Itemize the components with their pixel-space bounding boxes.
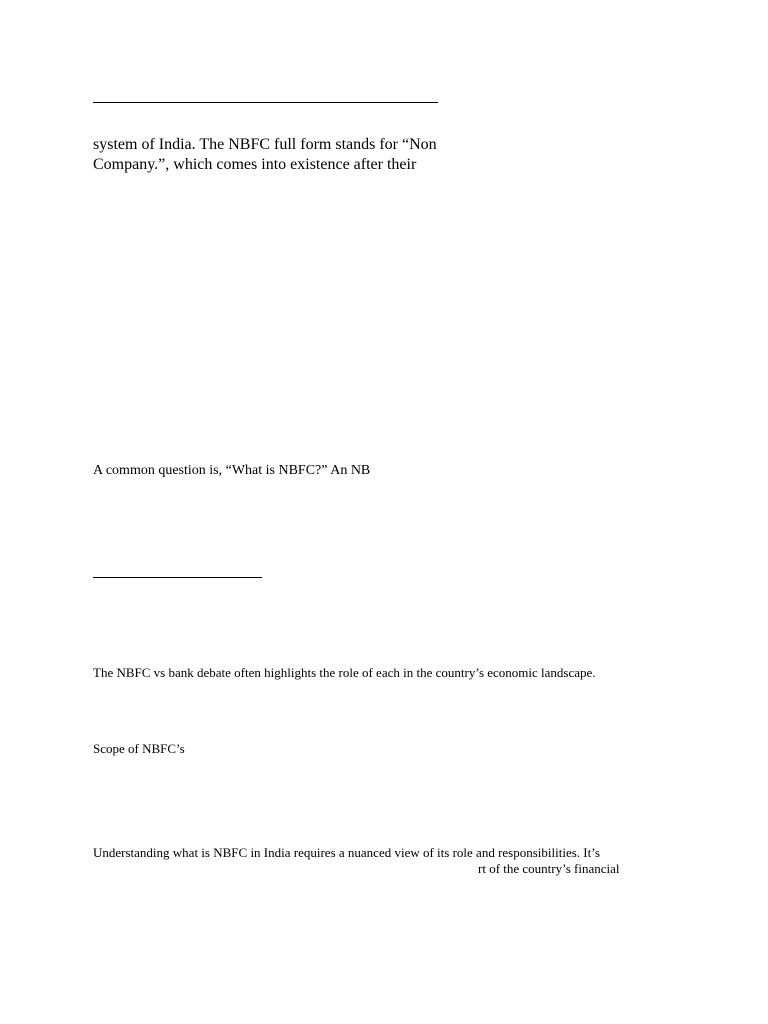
horizontal-rule — [93, 102, 438, 103]
understanding-text-line-2: rt of the country’s financial — [478, 861, 620, 876]
understanding-text-line-1: Understanding what is NBFC in India requires a nuanced view of its role and responsibilities. It’s — [93, 845, 600, 860]
nbfc-vs-bank-text: The NBFC vs bank debate often highlights the role of each in the country’s economic landscape. — [93, 665, 596, 680]
intro-text-line-2: Company.”, which comes into existence after their — [93, 156, 417, 173]
intro-text-line-1: system of India. The NBFC full form stands for “Non — [93, 136, 437, 153]
scope-heading: Scope of NBFC’s — [93, 741, 185, 756]
horizontal-rule-short — [93, 577, 262, 578]
question-text: A common question is, “What is NBFC?” An NB — [93, 463, 371, 478]
